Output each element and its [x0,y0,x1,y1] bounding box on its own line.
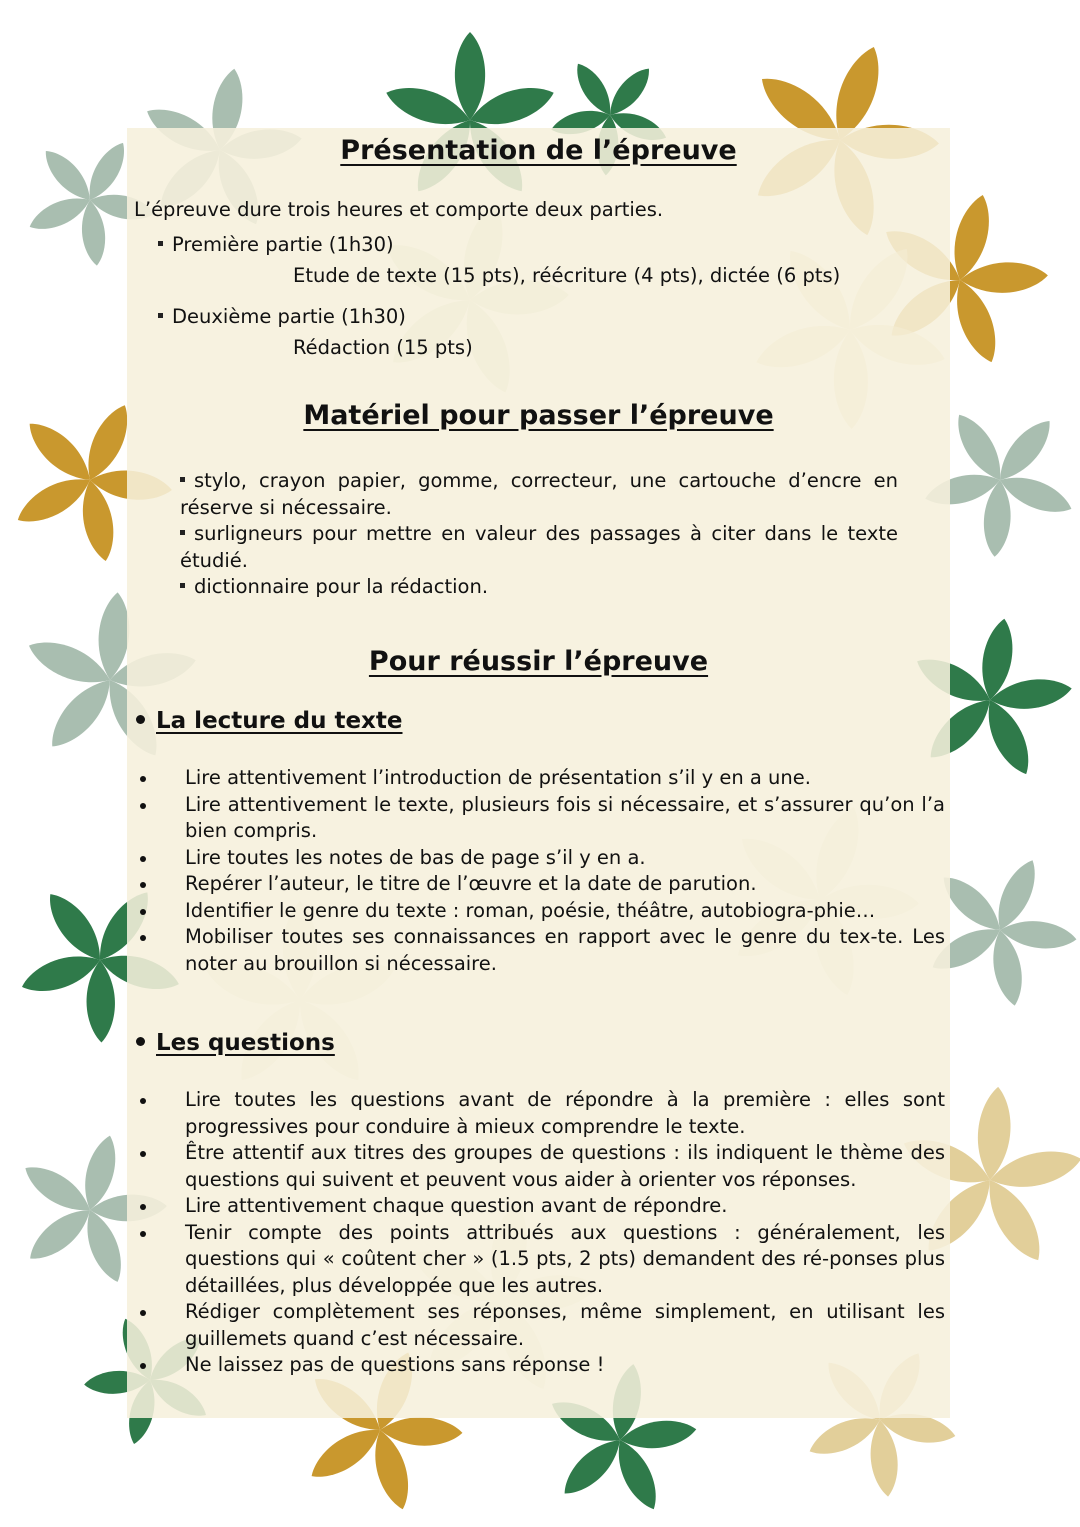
bullet-icon [136,715,145,724]
bullet-icon [140,803,146,809]
materiel-item: stylo, crayon papier, gomme, correcteur, une cartouche d’encre en réserve si nécessaire. [180,469,898,519]
square-bullet-icon [180,530,185,535]
part-2-detail: Rédaction (15 pts) [293,336,473,359]
reussir-title: Pour réussir l’épreuve [368,646,709,677]
list-item: Ne laissez pas de questions sans réponse ! [185,1352,945,1379]
part-2-label: Deuxième partie (1h30) [158,304,406,331]
materiel-item: dictionnaire pour la rédaction. [180,574,898,601]
bullet-icon [140,1098,146,1104]
part-1-label: Première partie (1h30) [158,232,394,259]
square-bullet-icon [158,313,163,318]
bullet-icon [140,776,146,782]
bullet-icon [136,1037,145,1046]
list-item: Rédiger complètement ses réponses, même simplement, en utilisant les guillemets quand c’est nécessaire. [185,1299,945,1352]
bullet-icon [140,856,146,862]
list-item: Être attentif aux titres des groupes de questions : ils indiquent le thème des questions qui suivent et peuvent vous aider à orienter vos réponses. [185,1140,945,1193]
list-item: Lire attentivement l’introduction de présentation s’il y en a une. [185,765,945,792]
lecture-heading: La lecture du texte [136,708,403,734]
list-item: Lire attentivement chaque question avant de répondre. [185,1193,945,1220]
square-bullet-icon [180,477,185,482]
bullet-icon [140,1363,146,1369]
square-bullet-icon [180,583,185,588]
presentation-intro: L’épreuve dure trois heures et comporte deux parties. [134,198,664,221]
list-item: Repérer l’auteur, le titre de l’œuvre et la date de parution. [185,871,945,898]
materiel-title: Matériel pour passer l’épreuve [303,400,774,431]
bullet-icon [140,1310,146,1316]
presentation-title: Présentation de l’épreuve [340,135,737,166]
list-item: Mobiliser toutes ses connaissances en rapport avec le genre du tex-te. Les noter au brouillon si nécessaire. [185,924,945,977]
list-item: Lire toutes les notes de bas de page s’il y en a. [185,845,945,872]
list-item: Lire toutes les questions avant de répondre à la première : elles sont progressives pour conduire à mieux comprendre le texte. [185,1087,945,1140]
list-item: Tenir compte des points attribués aux questions : généralement, les questions qui « coûtent cher » (1.5 pts, 2 pts) demandent des ré-ponses plus détaillées, plus développée que les autres. [185,1220,945,1300]
bullet-icon [140,935,146,941]
part-1-detail: Etude de texte (15 pts), réécriture (4 pts), dictée (6 pts) [293,264,841,287]
bullet-icon [140,1151,146,1157]
bullet-icon [140,909,146,915]
bullet-icon [140,882,146,888]
square-bullet-icon [158,241,163,246]
list-item: Identifier le genre du texte : roman, poésie, théâtre, autobiogra-phie… [185,898,945,925]
materiel-item: surligneurs pour mettre en valeur des passages à citer dans le texte étudié. [180,522,898,572]
bullet-icon [140,1204,146,1210]
materiel-list [180,468,898,601]
questions-heading: Les questions [136,1030,335,1056]
list-item: Lire attentivement le texte, plusieurs fois si nécessaire, et s’assurer qu’on l’a bien compris. [185,792,945,845]
questions-list [185,1087,945,1379]
bullet-icon [140,1231,146,1237]
lecture-list [185,765,945,977]
